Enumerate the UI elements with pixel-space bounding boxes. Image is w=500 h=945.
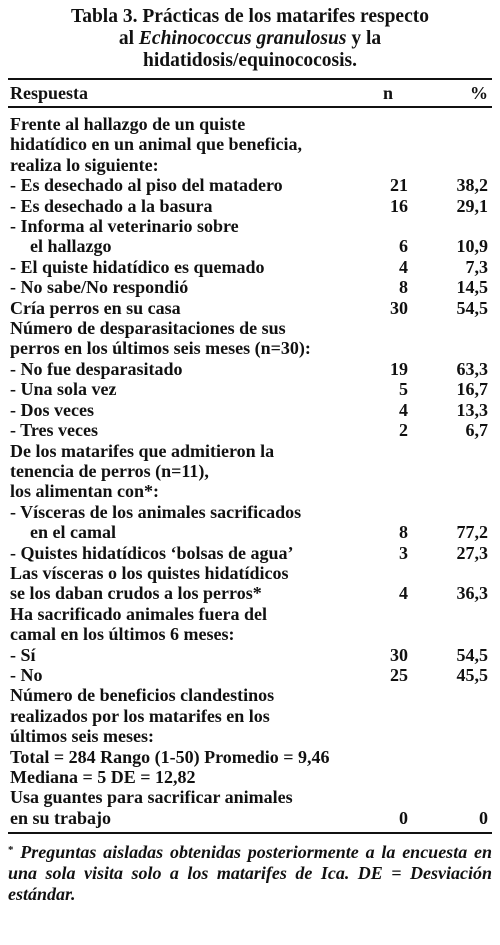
row-n: 8	[399, 522, 408, 543]
title-line-2	[8, 28, 492, 50]
row-label: hidatídico en un animal que beneficia,	[10, 134, 303, 155]
row-n: 19	[390, 358, 408, 379]
header-n: n	[382, 82, 393, 103]
row-label: Mediana = 5 DE = 12,82	[10, 767, 196, 787]
row-n: 4	[399, 399, 408, 420]
table-row	[8, 420, 492, 440]
row-label: - Es desechado al piso del matadero	[10, 175, 283, 196]
table-row	[8, 379, 492, 399]
table-row	[8, 461, 492, 481]
row-label: De los matarifes que admitieron la	[10, 440, 275, 461]
table-row	[8, 359, 492, 379]
row-label: Número de desparasitaciones de sus	[10, 318, 286, 339]
row-label: camal en los últimos 6 meses:	[10, 624, 235, 645]
row-percent: 14,5	[456, 277, 488, 298]
row-label: - Una sola vez	[10, 379, 117, 400]
row-label: realizados por los matarifes en los	[10, 705, 270, 726]
row-label: - Dos veces	[10, 399, 94, 420]
title-line-2-pre: al	[118, 28, 139, 49]
row-n: 0	[399, 807, 408, 828]
table-header	[8, 80, 492, 106]
table-row	[8, 645, 492, 665]
row-n: 4	[399, 256, 408, 277]
table-row	[8, 563, 492, 583]
table-row	[8, 685, 492, 705]
table-row	[8, 726, 492, 746]
row-n: 5	[399, 379, 408, 400]
row-label: - No	[10, 664, 43, 685]
table-row	[8, 277, 492, 297]
row-percent: 10,9	[456, 236, 488, 257]
row-label: - Es desechado a la basura	[10, 195, 213, 216]
table-row	[8, 767, 492, 787]
row-label: el hallazgo	[30, 236, 112, 257]
row-label: realiza lo siguiente:	[10, 154, 159, 175]
row-label: - Quistes hidatídicos ‘bolsas de agua’	[10, 542, 294, 563]
table-row	[8, 298, 492, 318]
bottom-rule	[8, 832, 492, 834]
row-n: 8	[399, 277, 408, 298]
row-percent: 13,3	[456, 399, 488, 420]
table-row	[8, 787, 492, 807]
row-label: Cría perros en su casa	[10, 297, 181, 318]
table-row	[8, 400, 492, 420]
row-percent: 54,5	[456, 297, 488, 318]
row-n: 3	[399, 542, 408, 563]
table-row	[8, 216, 492, 236]
table-container	[8, 6, 492, 905]
footnote-text: Preguntas aisladas obtenidas posteriormente a la encuesta en una sola visita solo a los matarifes de Ica. DE = Desviación estándar.	[8, 842, 492, 905]
header-respuesta: Respuesta	[10, 82, 89, 103]
title-line-1: Tabla 3. Prácticas de los matarifes respecto	[71, 6, 429, 27]
row-label: en su trabajo	[10, 807, 112, 828]
table-row	[8, 583, 492, 603]
table-row	[8, 502, 492, 522]
table-row	[8, 196, 492, 216]
row-label: últimos seis meses:	[10, 726, 154, 747]
row-label: los alimentan con*:	[10, 481, 160, 502]
row-percent: 7,3	[465, 256, 488, 277]
table-row	[8, 338, 492, 358]
table-body	[8, 108, 492, 832]
row-percent: 6,7	[465, 420, 488, 441]
row-percent: 63,3	[456, 358, 488, 379]
title-species-name: Echinococcus granulosus	[138, 28, 347, 49]
table-row	[8, 665, 492, 685]
row-label: Frente al hallazgo de un quiste	[10, 114, 246, 134]
table-row	[8, 747, 492, 767]
table-row	[8, 236, 492, 256]
row-percent: 54,5	[456, 644, 488, 665]
row-label: Las vísceras o los quistes hidatídicos	[10, 562, 289, 583]
row-percent: 36,3	[456, 583, 488, 604]
row-n: 16	[390, 195, 408, 216]
row-percent: 29,1	[456, 195, 488, 216]
row-percent: 16,7	[456, 379, 488, 400]
row-n: 4	[399, 583, 408, 604]
row-n: 30	[390, 644, 408, 665]
row-n: 30	[390, 297, 408, 318]
row-n: 21	[390, 175, 408, 196]
table-row	[8, 318, 492, 338]
footnote-mark: *	[8, 844, 14, 857]
table-row	[8, 155, 492, 175]
row-label: - No sabe/No respondió	[10, 277, 189, 298]
table-row	[8, 624, 492, 644]
row-label: - Tres veces	[10, 420, 98, 441]
row-percent: 45,5	[456, 664, 488, 685]
table-row	[8, 134, 492, 154]
table-row	[8, 808, 492, 828]
row-label: Total = 284 Rango (1-50) Promedio = 9,46	[10, 746, 330, 767]
table-row	[8, 604, 492, 624]
table-row	[8, 257, 492, 277]
row-n: 2	[399, 420, 408, 441]
table-row	[8, 543, 492, 563]
table-row	[8, 441, 492, 461]
row-label: Ha sacrificado animales fuera del	[10, 603, 267, 624]
row-label: en el camal	[30, 522, 116, 543]
footnote	[8, 842, 492, 905]
header-percent: %	[470, 82, 488, 103]
row-label: perros en los últimos seis meses (n=30):	[10, 338, 311, 359]
row-percent: 77,2	[456, 522, 488, 543]
row-label: - El quiste hidatídico es quemado	[10, 256, 265, 277]
title-line-2-post: y la	[346, 28, 382, 49]
row-percent: 27,3	[456, 542, 488, 563]
row-label: Usa guantes para sacrificar animales	[10, 787, 293, 808]
row-label: tenencia de perros (n=11),	[10, 460, 209, 481]
row-percent: 38,2	[456, 175, 488, 196]
row-n: 25	[390, 664, 408, 685]
table-row	[8, 175, 492, 195]
row-label: - Vísceras de los animales sacrificados	[10, 501, 302, 522]
row-label: se los daban crudos a los perros*	[10, 583, 262, 604]
row-label: - Sí	[10, 644, 36, 665]
table-row	[8, 522, 492, 542]
row-label: - No fue desparasitado	[10, 358, 183, 379]
row-percent: 0	[479, 807, 488, 828]
table-title	[8, 6, 492, 72]
row-label: - Informa al veterinario sobre	[10, 216, 239, 237]
table-row	[8, 114, 492, 134]
title-line-3: hidatidosis/equinococosis.	[142, 50, 357, 71]
table-row	[8, 481, 492, 501]
row-n: 6	[399, 236, 408, 257]
table-row	[8, 706, 492, 726]
row-label: Número de beneficios clandestinos	[10, 685, 275, 706]
